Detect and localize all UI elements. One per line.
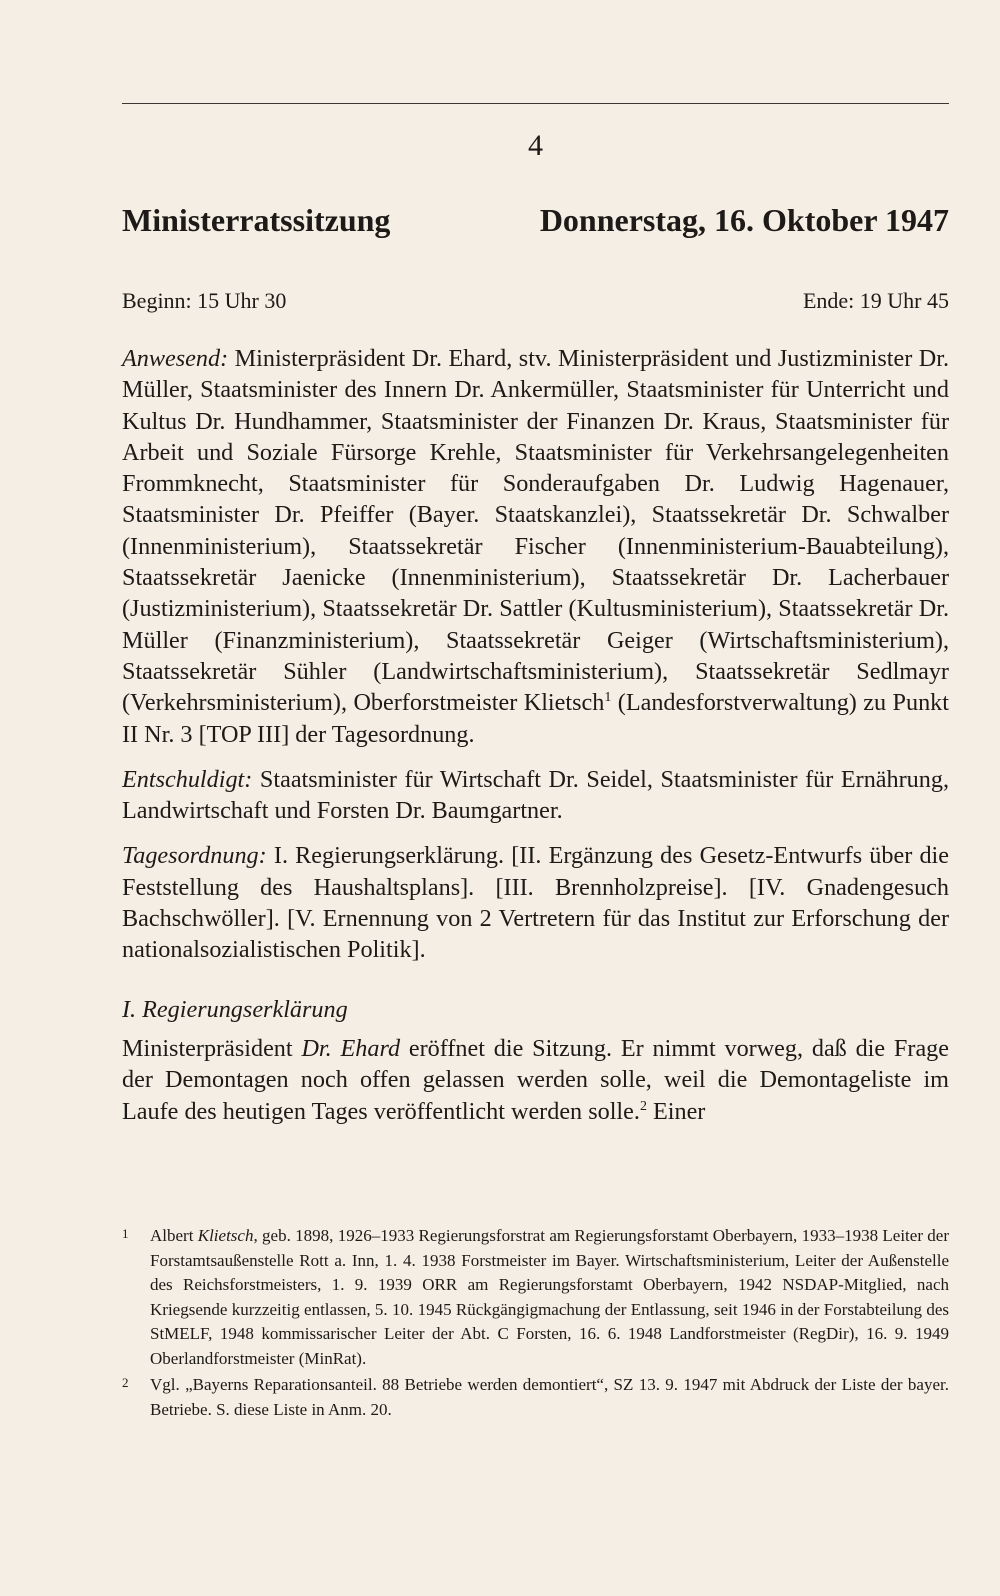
section-text-c: Einer <box>646 1097 706 1125</box>
footnote-2 <box>122 1373 949 1422</box>
footnote-text-b: , geb. 1898, 1926–1933 Regierungsforstrat am Regierungsforstamt Oberbayern, 1933–1938 Leiter der Forstamtsaußenstelle Rott a. Inn, 1. 4. 1938 Forstmeister im Bayer. Wirtschaftsministerium, Leiter der Außenstelle des Reichsforstmeisters, 1. 9. 1939 ORR am Regierungsforstamt Oberbayern, 1942 NSDAP-Mitglied, nach Kriegsende kurzzeitig entlassen, 5. 10. 1945 Rückgängigmachung der Entlassung, seit 1946 in der Forstabteilung des StMELF, 1948 kommissarischer Leiter der Abt. C Forsten, 16. 6. 1948 Landforstmeister (RegDir), 16. 9. 1949 Oberlandforstmeister (MinRat). <box>150 1226 949 1368</box>
section-heading: I. Regierungserklärung <box>122 995 348 1023</box>
excused-text: Staatsminister für Wirtschaft Dr. Seidel, Staatsminister für Ernährung, Landwirtschaft und Forsten Dr. Baumgartner. <box>122 765 949 825</box>
meeting-title: Ministerratssitzung <box>122 202 391 238</box>
present-text-b: (Landesforstverwaltung) zu Punkt II Nr. 3 [TOP III] der Tagesordnung. <box>122 689 949 748</box>
footnote-text-a: Albert <box>150 1226 198 1245</box>
meeting-times <box>122 286 949 316</box>
end-time: Ende: 19 Uhr 45 <box>802 288 949 313</box>
present-text-a: Ministerpräsident Dr. Ehard, stv. Ministerpräsident und Justizminister Dr. Müller, Staatsminister des Innern Dr. Ankermüller, Staatsminister für Unterricht und Kultus Dr. Hundhammer, Staatsminister der Finanzen Dr. Kraus, Staatsminister für Arbeit und Soziale Fürsorge Krehle, Staatsminister für Verkehrsangelegenheiten Frommknecht, Staatsminister für Sonderaufgaben Dr. Ludwig Hagenauer, Staatsminister Dr. Pfeiffer (Bayer. Staatskanzlei), Staatssekretär Dr. Schwalber (Innenministerium), Staatssekretär Fischer (Innenministerium-Bauabteilung), Staatssekretär Jaenicke (Innenministerium), Staatssekretär Dr. Lacherbauer (Justizministerium), Staatssekretär Dr. Sattler (Kultusministerium), Staatssekretär Dr. Müller (Finanzministerium), Staatssekretär Geiger (Wirtschaftsministerium), Staatssekretär Sühler (Landwirtschaftsministerium), Staatssekretär Sedlmayr (Verkehrsministerium), Oberforstmeister Klietsch <box>122 345 949 717</box>
footnote-text: Vgl. „Bayerns Reparationsanteil. 88 Betriebe werden demontiert“, SZ 13. 9. 1947 mit Abdruck der Liste der bayer. Betriebe. S. diese Liste in Anm. 20. <box>150 1375 949 1419</box>
section-name: Dr. Ehard <box>301 1034 401 1062</box>
footnote-ref-2[interactable]: 2 <box>639 1098 647 1114</box>
header-rule <box>122 103 949 104</box>
body-text <box>122 343 949 1141</box>
agenda-text: I. Regierungserklärung. [II. Ergänzung des Gesetz-Entwurfs über die Feststellung des Haushaltsplans]. [III. Brennholzpreise]. [IV. Gnadengesuch Bachschwöller]. [V. Ernennung von 2 Vertretern für das Institut zur Erforschung der nationalsozialistischen Politik]. <box>122 842 949 964</box>
footnote-number: 1 <box>122 1226 129 1241</box>
agenda-paragraph <box>122 840 949 965</box>
footnote-1 <box>122 1224 949 1371</box>
footnotes <box>122 1224 949 1422</box>
footnote-name: Klietsch <box>197 1226 254 1245</box>
present-paragraph <box>122 343 949 750</box>
excused-label: Entschuldigt: <box>122 765 253 793</box>
meeting-date: Donnerstag, 16. Oktober 1947 <box>539 202 949 238</box>
footnote-number: 2 <box>122 1375 129 1390</box>
document-number: 4 <box>528 129 543 162</box>
present-label: Anwesend: <box>122 345 229 372</box>
excused-paragraph <box>122 764 949 827</box>
footnote-ref-1[interactable]: 1 <box>604 690 612 706</box>
section-text-b: eröffnet die Sitzung. Er nimmt vorweg, daß die Frage der Demontagen noch offen gelassen werden solle, weil die Demontageliste im Laufe des heutigen Tages veröffentlicht werden solle. <box>122 1034 950 1125</box>
section-paragraph <box>122 1033 949 1127</box>
section-text-a: Ministerpräsident <box>122 1034 302 1062</box>
headline <box>122 200 949 240</box>
begin-time: Beginn: 15 Uhr 30 <box>122 288 287 313</box>
agenda-label: Tagesordnung: <box>122 842 267 870</box>
